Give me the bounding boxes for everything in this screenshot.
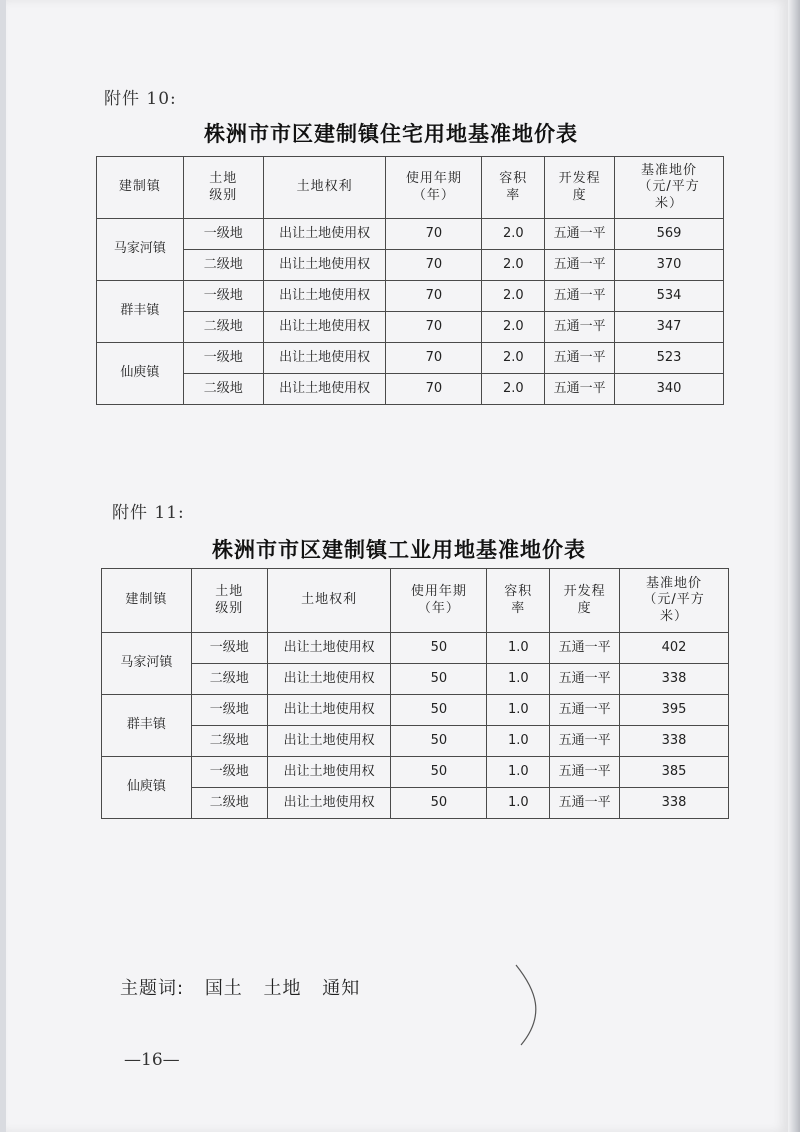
level-cell: 二级地	[183, 250, 263, 281]
header-right: 土地权利	[263, 157, 386, 219]
table-row	[102, 664, 729, 695]
dev-cell: 五通一平	[545, 281, 615, 312]
town-cell: 马家河镇	[102, 633, 192, 695]
level-cell: 一级地	[191, 633, 267, 664]
years-cell: 50	[391, 664, 487, 695]
years-cell: 50	[391, 633, 487, 664]
level-cell: 一级地	[183, 343, 263, 374]
header-years: 使用年期 （年）	[391, 569, 487, 633]
page-number: —16—	[124, 1050, 180, 1070]
level-cell: 一级地	[183, 219, 263, 250]
dev-cell: 五通一平	[550, 726, 620, 757]
header-ratio: 容积 率	[482, 157, 545, 219]
town-cell: 群丰镇	[97, 281, 184, 343]
price-cell: 523	[615, 343, 724, 374]
dev-cell: 五通一平	[550, 757, 620, 788]
ratio-cell: 2.0	[482, 250, 545, 281]
table-row	[97, 219, 724, 250]
level-cell: 二级地	[183, 312, 263, 343]
ratio-cell: 1.0	[487, 757, 550, 788]
years-cell: 50	[391, 726, 487, 757]
header-right: 土地权利	[267, 569, 391, 633]
table-row	[97, 374, 724, 405]
price-cell: 338	[620, 788, 729, 819]
dev-cell: 五通一平	[550, 788, 620, 819]
years-cell: 70	[386, 219, 482, 250]
residential-price-table	[96, 156, 724, 405]
keyword: 通知	[322, 978, 361, 999]
header-town: 建制镇	[97, 157, 184, 219]
document-page	[6, 0, 788, 1132]
price-cell: 370	[615, 250, 724, 281]
level-cell: 二级地	[183, 374, 263, 405]
right-cell: 出让土地使用权	[267, 633, 391, 664]
town-cell: 马家河镇	[97, 219, 184, 281]
ratio-cell: 1.0	[487, 726, 550, 757]
ratio-cell: 1.0	[487, 633, 550, 664]
right-cell: 出让土地使用权	[263, 374, 386, 405]
header-town: 建制镇	[102, 569, 192, 633]
right-cell: 出让土地使用权	[267, 788, 391, 819]
level-cell: 一级地	[183, 281, 263, 312]
level-cell: 二级地	[191, 664, 267, 695]
attachment-11-label: 附件 11:	[112, 503, 185, 523]
header-level: 土地 级别	[183, 157, 263, 219]
header-price: 基准地价 （元/平方 米）	[615, 157, 724, 219]
right-cell: 出让土地使用权	[267, 726, 391, 757]
price-cell: 338	[620, 726, 729, 757]
keywords-label: 主题词:	[120, 978, 185, 999]
residential-table-title: 株洲市市区建制镇住宅用地基准地价表	[204, 121, 578, 146]
subject-keywords	[120, 974, 374, 1000]
town-cell: 仙庾镇	[102, 757, 192, 819]
dev-cell: 五通一平	[545, 312, 615, 343]
table-header-row	[102, 569, 729, 633]
level-cell: 一级地	[191, 757, 267, 788]
table-row	[102, 633, 729, 664]
price-cell: 569	[615, 219, 724, 250]
header-dev: 开发程 度	[545, 157, 615, 219]
price-cell: 347	[615, 312, 724, 343]
industrial-price-table	[101, 568, 729, 819]
table-row	[102, 757, 729, 788]
dev-cell: 五通一平	[550, 664, 620, 695]
attachment-10-label: 附件 10:	[104, 89, 177, 109]
ratio-cell: 2.0	[482, 374, 545, 405]
table-header-row	[97, 157, 724, 219]
table-row	[97, 343, 724, 374]
dev-cell: 五通一平	[545, 250, 615, 281]
table-row	[102, 726, 729, 757]
dev-cell: 五通一平	[550, 695, 620, 726]
price-cell: 402	[620, 633, 729, 664]
years-cell: 50	[391, 695, 487, 726]
right-cell: 出让土地使用权	[263, 250, 386, 281]
right-cell: 出让土地使用权	[267, 695, 391, 726]
dev-cell: 五通一平	[545, 343, 615, 374]
price-cell: 534	[615, 281, 724, 312]
town-cell: 群丰镇	[102, 695, 192, 757]
town-cell: 仙庾镇	[97, 343, 184, 405]
pen-mark	[506, 960, 556, 1050]
right-cell: 出让土地使用权	[263, 312, 386, 343]
years-cell: 70	[386, 312, 482, 343]
ratio-cell: 1.0	[487, 788, 550, 819]
price-cell: 395	[620, 695, 729, 726]
years-cell: 50	[391, 788, 487, 819]
header-dev: 开发程 度	[550, 569, 620, 633]
ratio-cell: 2.0	[482, 281, 545, 312]
keyword: 土地	[263, 978, 302, 999]
level-cell: 二级地	[191, 726, 267, 757]
right-cell: 出让土地使用权	[263, 281, 386, 312]
price-cell: 385	[620, 757, 729, 788]
years-cell: 70	[386, 374, 482, 405]
table-row	[97, 312, 724, 343]
level-cell: 一级地	[191, 695, 267, 726]
header-ratio: 容积 率	[487, 569, 550, 633]
ratio-cell: 2.0	[482, 312, 545, 343]
table-row	[97, 250, 724, 281]
right-cell: 出让土地使用权	[267, 757, 391, 788]
years-cell: 70	[386, 250, 482, 281]
right-cell: 出让土地使用权	[263, 219, 386, 250]
ratio-cell: 2.0	[482, 343, 545, 374]
header-level: 土地 级别	[191, 569, 267, 633]
years-cell: 50	[391, 757, 487, 788]
right-cell: 出让土地使用权	[267, 664, 391, 695]
ratio-cell: 1.0	[487, 695, 550, 726]
dev-cell: 五通一平	[545, 219, 615, 250]
table-row	[97, 281, 724, 312]
table-row	[102, 788, 729, 819]
price-cell: 340	[615, 374, 724, 405]
header-price: 基准地价 （元/平方 米）	[620, 569, 729, 633]
table-row	[102, 695, 729, 726]
keyword: 国土	[204, 978, 243, 999]
page-edge-shadow	[788, 0, 800, 1132]
right-cell: 出让土地使用权	[263, 343, 386, 374]
ratio-cell: 1.0	[487, 664, 550, 695]
header-years: 使用年期 （年）	[386, 157, 482, 219]
ratio-cell: 2.0	[482, 219, 545, 250]
industrial-table-title: 株洲市市区建制镇工业用地基准地价表	[212, 537, 586, 562]
years-cell: 70	[386, 343, 482, 374]
price-cell: 338	[620, 664, 729, 695]
years-cell: 70	[386, 281, 482, 312]
dev-cell: 五通一平	[545, 374, 615, 405]
dev-cell: 五通一平	[550, 633, 620, 664]
level-cell: 二级地	[191, 788, 267, 819]
